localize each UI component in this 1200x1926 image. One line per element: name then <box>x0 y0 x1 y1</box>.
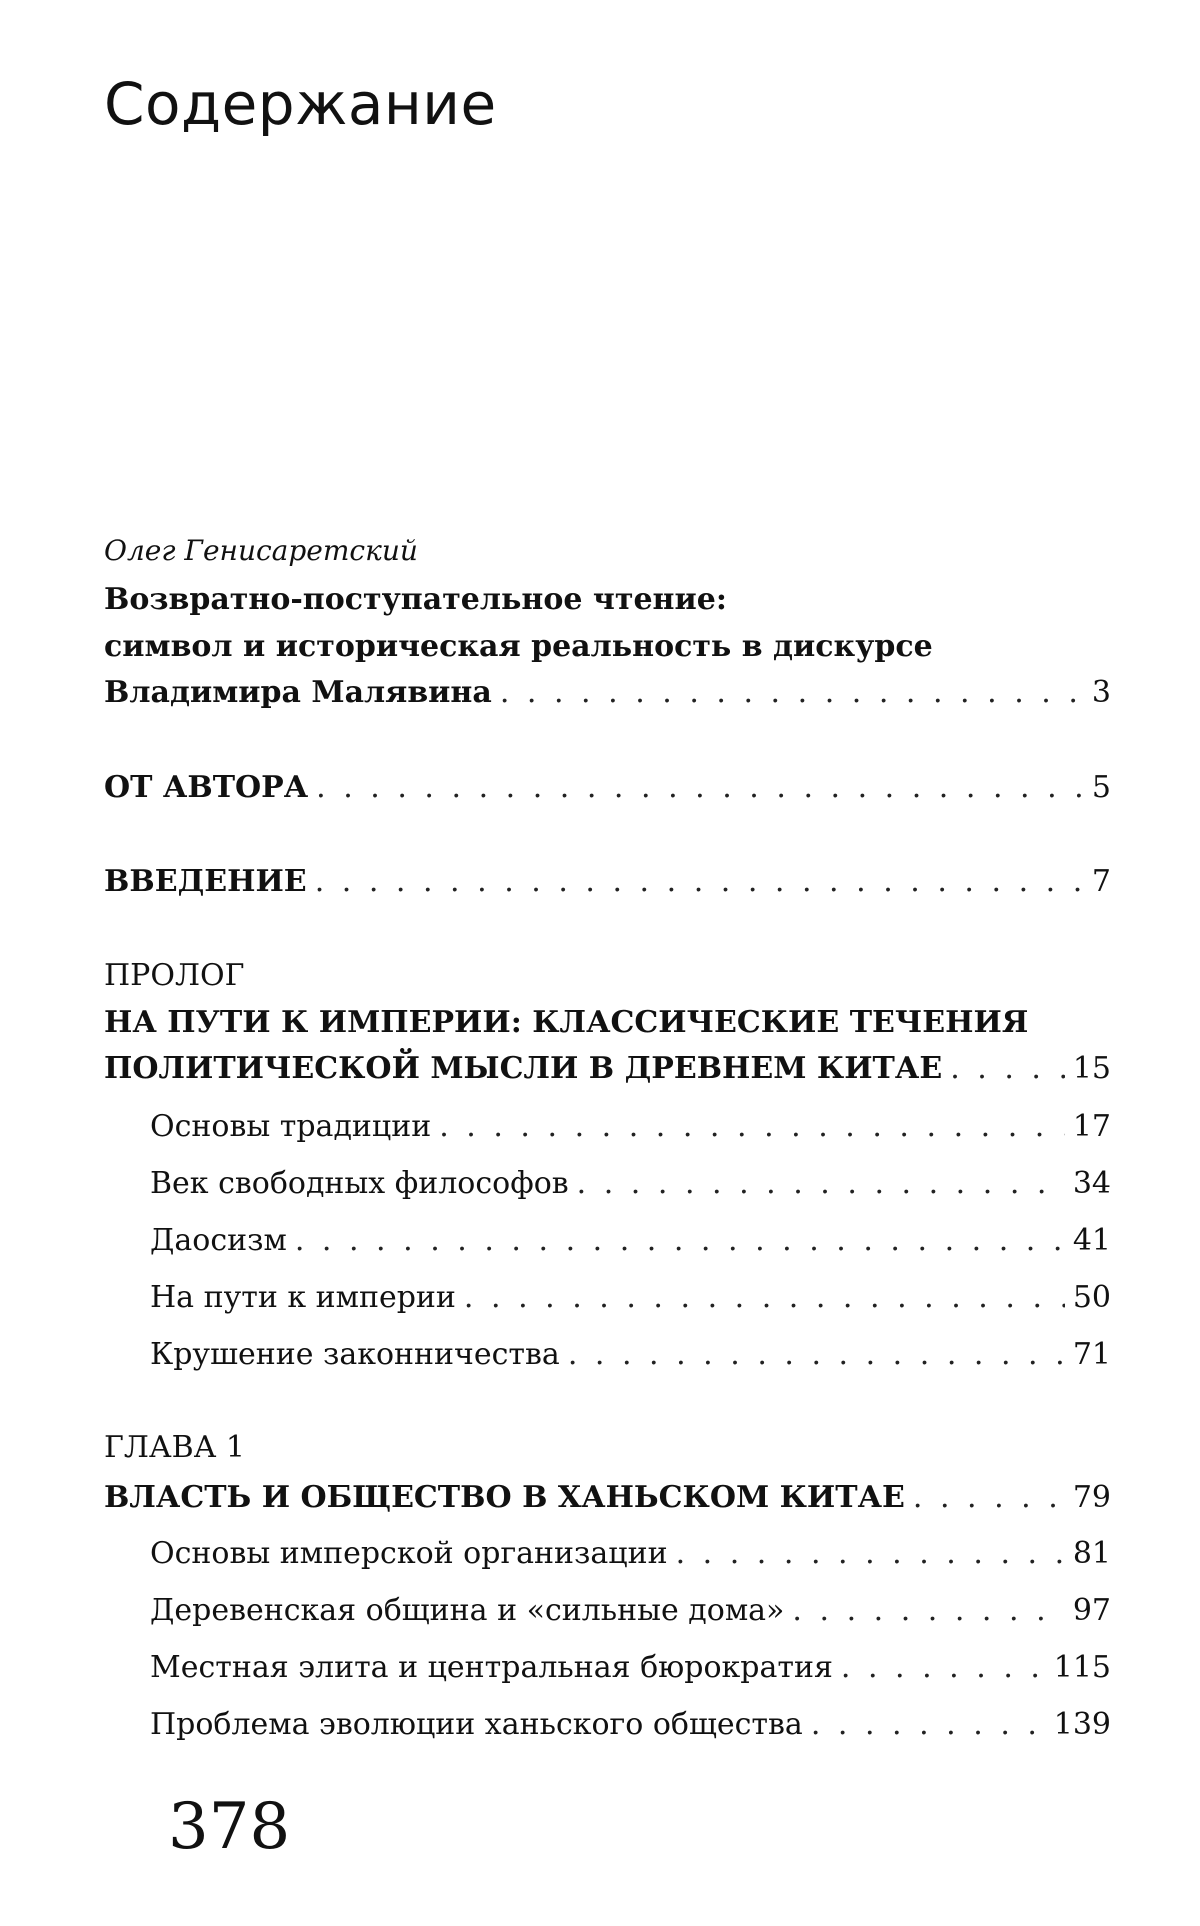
toc-entry-title: ВЛАСТЬ И ОБЩЕСТВО В ХАНЬСКОМ КИТАЕ <box>104 1480 905 1515</box>
dot-leader <box>315 864 1084 899</box>
toc-subentry[interactable] <box>150 1166 1111 1201</box>
toc-subentry[interactable] <box>150 1337 1111 1372</box>
foreword-title-line-2: символ и историческая реальность в дискурсе <box>104 629 933 664</box>
foreword-title-line-1: Возвратно-поступательное чтение: <box>104 582 727 617</box>
toc-subentry[interactable] <box>150 1536 1111 1571</box>
toc-entry-title: На пути к империи <box>150 1280 456 1315</box>
prologue-label: ПРОЛОГ <box>104 958 245 993</box>
page-title: Содержание <box>104 70 497 138</box>
toc-page-number: 7 <box>1091 864 1111 899</box>
toc-page-number: 97 <box>1072 1593 1111 1628</box>
toc-entry-title: Основы традиции <box>150 1109 432 1144</box>
toc-entry-title: ОТ АВТОРА <box>104 770 309 805</box>
toc-entry-title: Местная элита и центральная бюрократия <box>150 1650 833 1685</box>
toc-page-number: 34 <box>1072 1166 1111 1201</box>
toc-subentry[interactable] <box>150 1223 1111 1258</box>
toc-page-number: 79 <box>1072 1480 1111 1515</box>
toc-entry-introduction[interactable] <box>104 864 1111 899</box>
dot-leader <box>316 770 1084 805</box>
dot-leader <box>568 1337 1065 1372</box>
toc-entry-title: Крушение законничества <box>150 1337 560 1372</box>
foreword-author-text: Олег Генисаретский <box>104 534 418 567</box>
toc-page-number: 15 <box>1072 1051 1111 1086</box>
toc-subentry[interactable] <box>150 1707 1111 1742</box>
toc-entry-title: Владимира Малявина <box>104 675 492 710</box>
foreword-author <box>104 534 1111 567</box>
toc-page-number: 139 <box>1053 1707 1111 1742</box>
toc-entry-title: Основы имперской организации <box>150 1536 668 1571</box>
dot-leader <box>811 1707 1046 1742</box>
toc-page-number: 81 <box>1072 1536 1111 1571</box>
dot-leader <box>841 1650 1046 1685</box>
toc-entry-title: ВВЕДЕНИЕ <box>104 864 307 899</box>
toc-subentry[interactable] <box>150 1650 1111 1685</box>
toc-page-number: 17 <box>1072 1109 1111 1144</box>
dot-leader <box>792 1593 1064 1628</box>
toc-page-number: 3 <box>1091 675 1111 710</box>
dot-leader <box>295 1223 1065 1258</box>
toc-subentry[interactable] <box>150 1109 1111 1144</box>
toc-entry-title: Деревенская община и «сильные дома» <box>150 1593 785 1628</box>
chapter-1-label: ГЛАВА 1 <box>104 1430 246 1465</box>
toc-entry-from-author[interactable] <box>104 770 1111 805</box>
toc-page-number: 41 <box>1072 1223 1111 1258</box>
toc-subentry[interactable] <box>150 1280 1111 1315</box>
prologue-title-line-1: НА ПУТИ К ИМПЕРИИ: КЛАССИЧЕСКИЕ ТЕЧЕНИЯ <box>104 1005 1029 1040</box>
toc-page-number: 5 <box>1091 770 1111 805</box>
dot-leader <box>464 1280 1065 1315</box>
dot-leader <box>577 1166 1065 1201</box>
toc-page-number: 115 <box>1053 1650 1111 1685</box>
toc-entry-title: Век свободных философов <box>150 1166 569 1201</box>
dot-leader <box>676 1536 1065 1571</box>
toc-subentry[interactable] <box>150 1593 1111 1628</box>
toc-page-number: 71 <box>1072 1337 1111 1372</box>
toc-entry-chapter-1[interactable] <box>104 1480 1111 1515</box>
page-folio-number: 378 <box>168 1790 291 1864</box>
toc-entry-prologue[interactable] <box>104 1051 1111 1086</box>
dot-leader <box>913 1480 1065 1515</box>
toc-page-number: 50 <box>1072 1280 1111 1315</box>
dot-leader <box>950 1051 1065 1086</box>
toc-entry-title: Даосизм <box>150 1223 287 1258</box>
dot-leader <box>439 1109 1065 1144</box>
toc-entry-title: ПОЛИТИЧЕСКОЙ МЫСЛИ В ДРЕВНЕМ КИТАЕ <box>104 1051 943 1086</box>
dot-leader <box>500 675 1084 710</box>
toc-entry-title: Проблема эволюции ханьского общества <box>150 1707 803 1742</box>
toc-entry-foreword[interactable] <box>104 675 1111 710</box>
